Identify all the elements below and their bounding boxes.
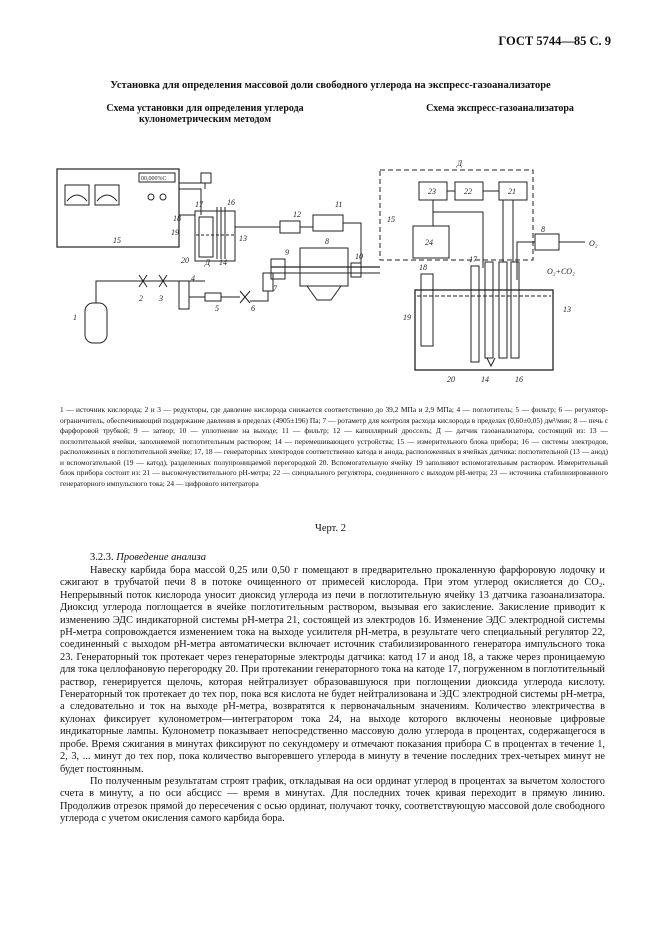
oxygen-cylinder bbox=[85, 303, 107, 343]
label-22: 22 bbox=[464, 187, 472, 196]
section-number: 3.2.3. bbox=[90, 552, 114, 563]
label-D: Д bbox=[205, 258, 211, 267]
display-readout: 00,000%С bbox=[141, 176, 167, 182]
label-O2CO2: O₂+CO₂ bbox=[547, 267, 575, 276]
label-18: 18 bbox=[173, 214, 181, 223]
right-scheme-title: Схема экспресс-газоанализатора bbox=[426, 103, 574, 114]
label-15-right: 15 bbox=[387, 215, 395, 224]
label-4: 4 bbox=[191, 274, 195, 283]
label-11: 11 bbox=[335, 200, 343, 209]
label-20-right: 20 bbox=[447, 375, 455, 384]
label-19-right: 19 bbox=[403, 313, 411, 322]
label-15: 15 bbox=[113, 236, 121, 245]
label-6: 6 bbox=[251, 304, 255, 313]
label-13: 13 bbox=[239, 234, 247, 243]
label-23: 23 bbox=[428, 187, 436, 196]
page-header: ГОСТ 5744—85 С. 9 bbox=[498, 34, 611, 48]
label-3: 3 bbox=[159, 294, 163, 303]
left-scheme-title: Схема установки для определения углерода кулонометрическим методом bbox=[106, 103, 304, 125]
label-13-right: 13 bbox=[563, 305, 571, 314]
label-24: 24 bbox=[425, 238, 433, 247]
label-19: 19 bbox=[171, 228, 179, 237]
label-5: 5 bbox=[215, 304, 219, 313]
label-9: 9 bbox=[285, 248, 289, 257]
paragraph-1: Навеску карбида бора массой 0,25 или 0,50 г помещают в предварительно прокаленную фарфоровую лодочку и сжигают в трубчатой печи 8 в потоке очищенного от примесей кислорода. При этом углерод окисляется до CO₂. Непрерывный поток кислорода уносит диоксид углерода из печи в поглотительную ячейку 13 датчика газоанализатора. Диоксид углерода поглощается в ячейке поглотительным раствором, вызывая его закисление. Закисление приводит к изменению ЭДС индикаторной системы рН-метра 21, состоящей из электродов 16. Изменение ЭДС электродной системы рН-метра сопровождается изменением тока на выходе усилителя рН-метра, в результате чего специальный регулятор 22, соединенный с выходом рН-метра автоматически включает источник стабилизированного генератора импульсного тока 23. Генераторный ток протекает через генераторные электроды датчика: катод 17 и анод 18, а также через проницаемую для тока целлофановую перегородку 20. При протекании генераторного тока на катоде 17, погруженном в поглотительный раствор, генерируется щелочь, которая нейтрализует образовавшуюся при поглощении диоксида углерода кислоту. Генераторный ток протекает до тех пор, пока вся кислота не будет нейтрализована и ЭДС электродной системы рН-метра, а следовательно и ток на выходе рН-метра, возвратятся к первоначальным значениям. Количество электричества в кулонах фиксирует кулонометром—интегратором тока 24, на выходе которого включены неоновые цифровые индикаторные лампы. Кулонометр показывает непосредственно массовую долю углерода в процентах, содержащегося в пробе. Время сжигания в минутах фиксируют по секундомеру и отмечают показания прибора С в процентах в течение 1, 2, 3, ... минут до тех пор, пока количество выгоревшего углерода в минуту в течение последних трех-четырех минут не будет постоянным. bbox=[60, 565, 605, 775]
label-1: 1 bbox=[73, 313, 77, 322]
section-title: Проведение анализа bbox=[116, 552, 207, 563]
label-16: 16 bbox=[227, 198, 235, 207]
label-20: 20 bbox=[181, 256, 189, 265]
label-17: 17 bbox=[195, 200, 203, 209]
label-16-right: 16 bbox=[515, 375, 523, 384]
figure-caption: Черт. 2 bbox=[315, 523, 346, 534]
label-2: 2 bbox=[139, 294, 143, 303]
label-O2: O₂ bbox=[589, 239, 598, 248]
label-8-right: 8 bbox=[541, 225, 545, 234]
label-D-right: Д bbox=[457, 159, 463, 168]
label-12: 12 bbox=[293, 210, 301, 219]
label-14-right: 14 bbox=[481, 375, 489, 384]
figure-title: Установка для определения массовой доли свободного углерода на экспресс-газоанализаторе bbox=[110, 80, 551, 91]
label-21: 21 bbox=[508, 187, 516, 196]
label-18-right: 18 bbox=[419, 263, 427, 272]
absorption-cell bbox=[195, 211, 235, 261]
body-text bbox=[60, 565, 605, 826]
right-scheme-diagram bbox=[375, 150, 615, 385]
label-14: 14 bbox=[219, 258, 227, 267]
paragraph-2: По полученным результатам строят график, откладывая на оси ординат углерод в процентах за вычетом холостого счета в минуту, а по оси абсцисс — время в минутах. Для последних точек кривая переходит в прямую линию. Продолжив отрезок прямой до пересечения с осью ординат, получают точку, соответствующую массовой доле свободного углерода с учетом окисления самого карбида бора. bbox=[60, 775, 605, 825]
label-8: 8 bbox=[325, 237, 329, 246]
section-heading bbox=[90, 552, 206, 563]
left-scheme-diagram bbox=[55, 155, 380, 345]
figure-legend bbox=[60, 405, 608, 489]
label-10: 10 bbox=[355, 252, 363, 261]
analyzer-cell bbox=[415, 290, 553, 370]
label-17-right: 17 bbox=[469, 255, 477, 264]
label-7: 7 bbox=[273, 284, 277, 293]
legend-text: 1 — источник кислорода; 2 и 3 — редукторы, где давление кислорода снижается соответственно до 39,2 МПа и 2,9 МПа; 4 — поглотитель; 5 — фильтр; 6 — регулятор-ограничитель, обеспечивающий поддержание давления в пределах (4905±196) Па; 7 — ротаметр для контроля расхода кислорода в пределах (0,60±0,05) дм³/мин; 8 — печь с фарфоровой трубкой; 9 — затвор; 10 — уплотнение на выходе; 11 — фильтр; 12 — капиллярный дроссель; Д — датчик газоанализатора, состоящий из: 13 — поглотительной ячейки, заполняемой поглотительным раствором; 14 — перемешивающего устройства; 15 — измерительного блока прибора; 16 — системы электродов, расположенных в поглотительной ячейке; 17, 18 — генераторных электродов соответственно катода и анода, расположенных в ячейках датчика: поглотительной (13 — анод) и вспомогательной (19 — катод), разделенных полупроницаемой перегородкой 20. Вспомогательную ячейку 19 заполняют вспомогательным раствором. Измерительный блок прибора состоит из: 21 — высокочувствительного рН-метра; 22 — специального регулятора, соединенного с выходом рН-метра; 23 — источника стабилизированного генераторного импульсного тока; 24 — цифрового интегратора bbox=[60, 405, 608, 488]
